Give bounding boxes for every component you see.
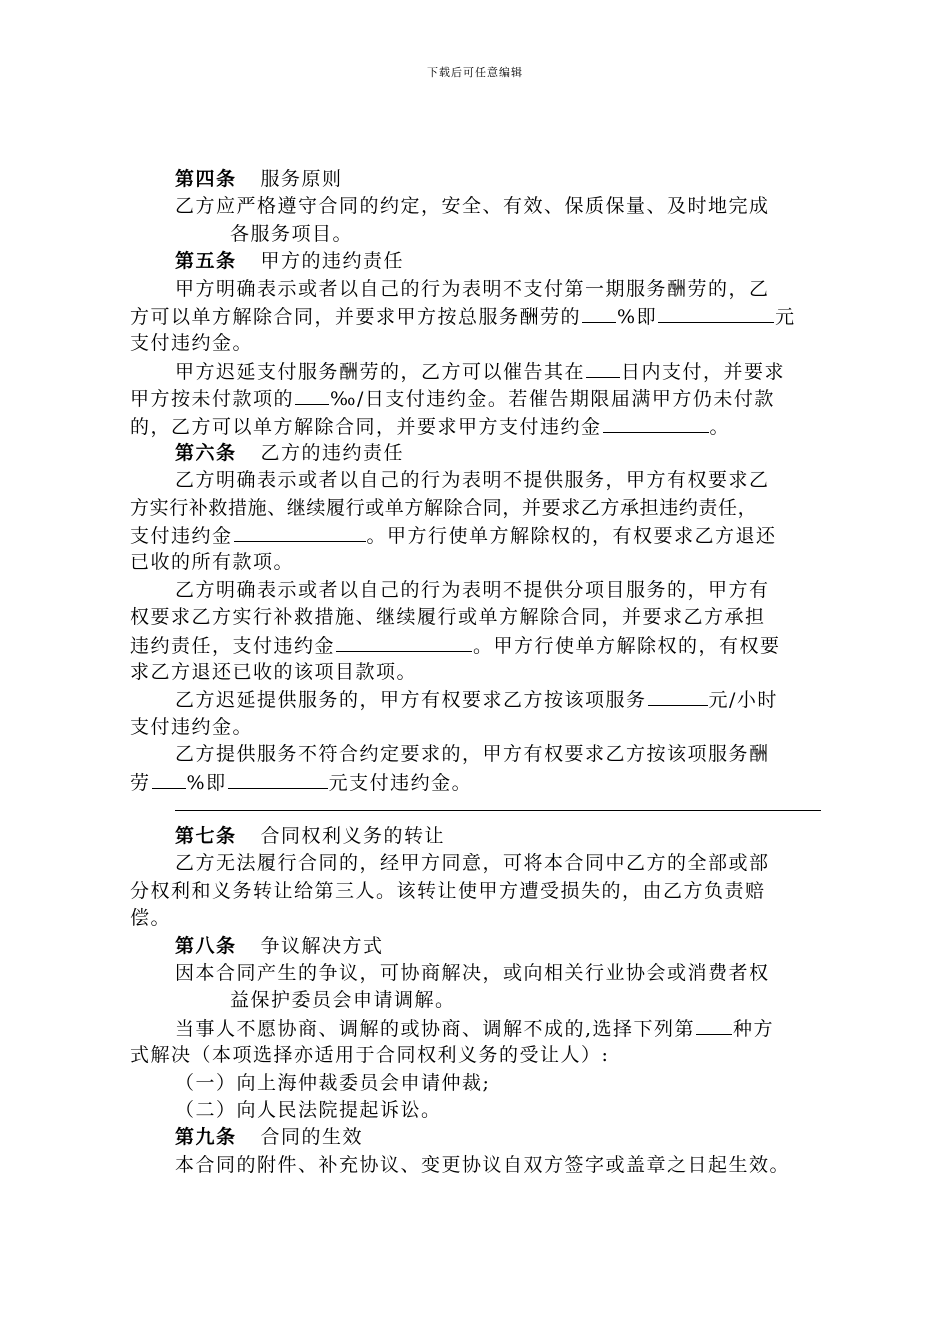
option-2: （二）向人民法院提起诉讼。 bbox=[175, 1098, 442, 1121]
fill-blank[interactable] bbox=[228, 769, 328, 789]
fill-blank[interactable] bbox=[295, 385, 329, 405]
fill-blank[interactable] bbox=[603, 413, 709, 433]
text-line: 式解决（本项选择亦适用于合同权利义务的受让人）: bbox=[130, 1044, 610, 1067]
text-segment: 。甲方行使单方解除权的，有权要求乙方退还 bbox=[366, 525, 777, 548]
text-segment: 种方 bbox=[733, 1017, 775, 1040]
article-9-heading bbox=[130, 1124, 830, 1151]
page-header: 下载后可任意编辑 bbox=[427, 66, 523, 79]
text-line: 求乙方退还已收的该项目款项。 bbox=[130, 661, 418, 684]
text-segment: 甲方迟延支付服务酬劳的，乙方可以催告其在 bbox=[175, 360, 586, 383]
text-segment: 元 bbox=[775, 305, 796, 328]
fill-blank[interactable] bbox=[582, 303, 616, 323]
text-line: 偿。 bbox=[130, 907, 172, 930]
article-7-title: 合同权利义务的转让 bbox=[260, 824, 446, 847]
fill-blank[interactable] bbox=[648, 686, 708, 706]
text-line: 权要求乙方实行补救措施、继续履行或单方解除合同，并要求乙方承担 bbox=[130, 606, 766, 629]
article-8-number: 第八条 bbox=[175, 934, 237, 957]
text-segment: 乙方迟延提供服务的，甲方有权要求乙方按该项服务 bbox=[175, 689, 647, 712]
text-line: 乙方明确表示或者以自己的行为表明不提供分项目服务的，甲方有 bbox=[175, 578, 770, 601]
fill-blank[interactable] bbox=[336, 632, 472, 652]
fill-blank[interactable] bbox=[658, 303, 774, 323]
article-7-number: 第七条 bbox=[175, 824, 237, 847]
text-segment: 。 bbox=[709, 415, 731, 438]
text-segment: %即 bbox=[617, 305, 658, 328]
article-9-title: 合同的生效 bbox=[260, 1126, 364, 1149]
text-line: 已收的所有款项。 bbox=[130, 551, 295, 574]
text-line bbox=[130, 358, 830, 385]
fill-blank[interactable] bbox=[152, 769, 186, 789]
text-line bbox=[130, 632, 830, 659]
text-line: 因本合同产生的争议，可协商解决，或向相关行业协会或消费者权 bbox=[175, 961, 770, 984]
text-line: 益保护委员会申请调解。 bbox=[230, 989, 456, 1012]
article-6-heading bbox=[130, 440, 830, 467]
text-segment: 当事人不愿协商、调解的或协商、调解不成的,选择下列第 bbox=[175, 1017, 696, 1040]
text-line: 方实行补救措施、继续履行或单方解除合同，并要求乙方承担违约责任， bbox=[130, 496, 758, 519]
document-body bbox=[130, 166, 830, 1179]
text-line: 支付违约金。 bbox=[130, 715, 254, 738]
text-line: 乙方提供服务不符合约定要求的，甲方有权要求乙方按该项服务酬 bbox=[175, 743, 770, 766]
article-5-heading bbox=[130, 248, 830, 275]
text-line: 乙方应严格遵守合同的约定，安全、有效、保质保量、及时地完成 bbox=[175, 195, 770, 218]
article-6-title: 乙方的违约责任 bbox=[260, 441, 405, 464]
article-8-heading bbox=[130, 933, 830, 960]
text-line: 支付违约金。 bbox=[130, 332, 254, 355]
text-segment: 甲方按未付款项的 bbox=[130, 388, 295, 411]
text-line: 各服务项目。 bbox=[230, 222, 354, 245]
option-1: （一）向上海仲裁委员会申请仲裁; bbox=[175, 1071, 491, 1094]
article-4-heading bbox=[130, 166, 830, 193]
article-4-number: 第四条 bbox=[175, 168, 237, 190]
text-line: 乙方无法履行合同的，经甲方同意，可将本合同中乙方的全部或部 bbox=[175, 852, 770, 875]
text-segment: 的，乙方可以单方解除合同，并要求甲方支付违约金 bbox=[130, 415, 602, 438]
article-9-number: 第九条 bbox=[175, 1126, 237, 1149]
text-segment: 劳 bbox=[130, 771, 151, 794]
text-line bbox=[130, 413, 830, 440]
text-segment: %即 bbox=[186, 771, 227, 794]
text-segment: 违约责任，支付违约金 bbox=[130, 634, 336, 657]
text-line: 甲方明确表示或者以自己的行为表明不支付第一期服务酬劳的，乙 bbox=[175, 277, 770, 300]
text-line bbox=[130, 1015, 830, 1042]
text-segment: 元支付违约金。 bbox=[328, 771, 473, 794]
fill-blank[interactable] bbox=[234, 522, 366, 542]
text-segment: ‰/日支付违约金。若催告期限届满甲方仍未付款 bbox=[330, 388, 775, 411]
text-line: 分权利和义务转让给第三人。该转让使甲方遭受损失的，由乙方负责赔 bbox=[130, 879, 766, 902]
text-line bbox=[130, 522, 830, 549]
article-7-heading bbox=[130, 823, 830, 850]
text-line bbox=[130, 769, 830, 796]
text-segment: 方可以单方解除合同，并要求甲方按总服务酬劳的 bbox=[130, 305, 582, 328]
text-segment: 支付违约金 bbox=[130, 525, 233, 548]
article-6-number: 第六条 bbox=[175, 441, 237, 464]
article-5-number: 第五条 bbox=[175, 250, 237, 273]
text-segment: 。甲方行使单方解除权的，有权要 bbox=[473, 634, 781, 657]
article-8-title: 争议解决方式 bbox=[260, 934, 384, 957]
text-line: 乙方明确表示或者以自己的行为表明不提供服务，甲方有权要求乙 bbox=[175, 469, 770, 492]
text-segment: 日内支付，并要求 bbox=[621, 360, 786, 383]
fill-blank[interactable] bbox=[696, 1015, 732, 1035]
text-line bbox=[130, 686, 830, 713]
article-5-title: 甲方的违约责任 bbox=[260, 250, 405, 273]
fill-blank[interactable] bbox=[586, 358, 620, 378]
horizontal-divider bbox=[175, 796, 821, 811]
text-line bbox=[130, 385, 830, 412]
text-line bbox=[130, 303, 830, 330]
article-4-title: 服务原则 bbox=[260, 168, 343, 190]
text-line: 本合同的附件、补充协议、变更协议自双方签字或盖章之日起生效。 bbox=[175, 1153, 791, 1176]
text-segment: 元/小时 bbox=[708, 689, 778, 712]
